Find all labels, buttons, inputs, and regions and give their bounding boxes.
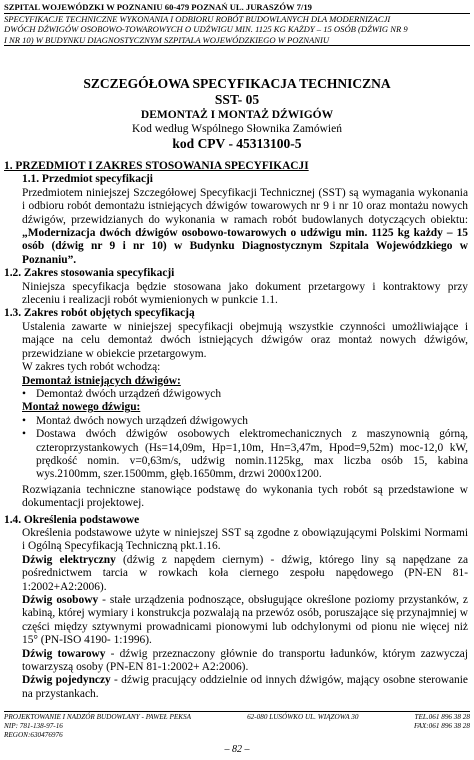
page-footer (4, 711, 470, 740)
demontaz-heading: Demontaż istniejących dźwigów: (22, 374, 181, 387)
document-body (4, 160, 468, 701)
footer-regon: REGON:630476976 (4, 731, 63, 739)
footer-nip: NIP: 781-138-97-16 (4, 722, 63, 730)
section-1-2-heading: 1.2. Zakres stosowania specyfikacji (4, 267, 175, 280)
section-1-2-text: Niniejsza specyfikacja będzie stosowana jako dokument przetargowy i kontraktowy przy zleceniu i realizacji robót wymienionych w punkcie 1.1. (22, 280, 468, 307)
section-1-heading: 1. PRZEDMIOT I ZAKRES STOSOWANIA SPECYFIKACJI (4, 160, 309, 172)
definition-dzwig-elektryczny: Dźwig elektryczny (dźwig z napędem ciernym) - dźwig, którego liny są napędzane za pośrednictwem tarcia w rowkach koła ciernego zespołu napędowego (PN-EN 81-1:2002+A2:2006). (22, 553, 468, 593)
footer-address: 62-080 LUSÓWKO UL. WIĄZOWA 30 (247, 713, 359, 721)
definition-dzwig-osobowy: Dźwig osobowy - stałe urządzenia podnoszące, obsługujące określone poziomy przystanków, z kabiną, której wymiary i konstrukcja pozwalają na przewóz osób, poruszające się przynajmniej w części między sztywnymi prowadnicami pionowymi lub odchylonymi od pionu nie więcej niż 15° (PN-ISO 4190- 1:1996). (22, 594, 468, 647)
section-1-3-text2: W zakres tych robót wchodzą: (22, 361, 161, 374)
section-1-3-heading: 1.3. Zakres robót objętych specyfikacją (4, 307, 195, 320)
definition-dzwig-pojedynczy: Dźwig pojedynczy - dźwig pracujący oddzielnie od innych dźwigów, mający osobne sterowanie na przystankach. (22, 674, 468, 700)
page-header (4, 2, 470, 46)
list-item: • Montaż dwóch nowych urządzeń dźwigowych (22, 414, 248, 427)
header-title-line: I NR 10) W BUDYNKU DIAGNOSTYCZNYM SZPITALA WOJEWÓDZKIEGO W POZNANIU (4, 35, 470, 46)
header-hospital: SZPITAL WOJEWÓDZKI W POZNANIU 60-479 POZNAŃ UL. JURASZÓW 7/19 (4, 2, 312, 12)
title-cpv-label: Kod według Wspólnego Słownika Zamówień (132, 123, 342, 135)
footer-phone: TEL.061 896 38 28 (414, 713, 470, 721)
footer-company: PROJEKTOWANIE I NADZÓR BUDOWLANY - PAWEŁ PEKSA (4, 713, 192, 721)
section-1-1-text: Przedmiotem niniejszej Szczegółowej Specyfikacji Technicznej (SST) są wymagania wykonania i odbioru robót demontażu istniejących dźwigów towarowych nr 9 i nr 10 oraz montażu nowych dźwigów, przewidzianych do wykonania w ramach robót budowlanych dotyczących obiektu: „Modernizacja dwóch dźwigów osobowo-towarowych o udźwigu min. 1125 kg każdy – 15 osób (dźwig nr 9 i nr 10) w Budynku Diagnostycznym Szpitala Wojewódzkiego w Poznaniu”. (22, 186, 468, 266)
title-code: SST- 05 (214, 92, 260, 107)
section-1-4-text: Określenia podstawowe użyte w niniejszej SST są zgodne z obowiązującymi Polskimi Normami i Ogólną Specyfikacją Techniczną pkt.1.16. (22, 526, 468, 553)
header-title-line: SPECYFIKACJE TECHNICZNE WYKONANIA I ODBIORU ROBÓT BUDOWLANYCH DLA MODERNIZACJI (4, 14, 391, 25)
section-1-4-heading: 1.4. Określenia podstawowe (4, 513, 140, 526)
section-1-3-text3: Rozwiązania techniczne stanowiące podstawę do wykonania tych robót są przedstawione w dokumentacji projektowej. (22, 483, 468, 510)
definition-dzwig-towarowy: Dźwig towarowy - dźwig przeznaczony głównie do transportu ładunków, którym zazwyczaj towarzyszą osoby (PN-EN 81-1:2002+ A2:2006). (22, 647, 468, 674)
header-title-line: DWÓCH DŹWIGÓW OSOBOWO-TOWAROWYCH O UDŹWIGU MIN. 1125 KG KAŻDY – 15 OSÓB (DŹWIG NR 9 (4, 24, 408, 35)
title-main: SZCZEGÓŁOWA SPECYFIKACJA TECHNICZNA (83, 76, 391, 91)
footer-fax: FAX:061 896 38 28 (414, 722, 470, 730)
title-sub: DEMONTAŻ I MONTAŻ DŹWIGÓW (140, 109, 334, 121)
section-1-3-text: Ustalenia zawarte w niniejszej specyfikacji obejmują wszystkie czynności umożliwiające i mające na celu demontaż dwóch istniejących dźwigów oraz montaż nowych dźwigów, przewidziane w obiekcie przetargowym. (22, 320, 468, 360)
page-number: – 82 – (224, 744, 250, 755)
montaz-heading: Montaż nowego dźwigu: (22, 401, 141, 414)
section-1-1-heading: 1.1. Przedmiot specyfikacji (22, 173, 153, 186)
list-item: • Dostawa dwóch dźwigów osobowych elektromechanicznych z maszynownią górną, czteroprzystankowych (Hs=14,09m, Hp=1,10m, Hn=3,47m, Hpod=9,52m) moc-12,0 kW, prędkość nomin. v=0,63m/s, udźwig nomin.1125kg, max liczba osób 15, kabina wys.2100mm, szer.1500mm, głęb.1650mm, drzwi 2000x1200. (22, 428, 468, 481)
doc-title (0, 76, 474, 152)
title-cpv: kod CPV - 45313100-5 (172, 136, 302, 151)
list-item: • Demontaż dwóch urządzeń dźwigowych (22, 387, 222, 400)
